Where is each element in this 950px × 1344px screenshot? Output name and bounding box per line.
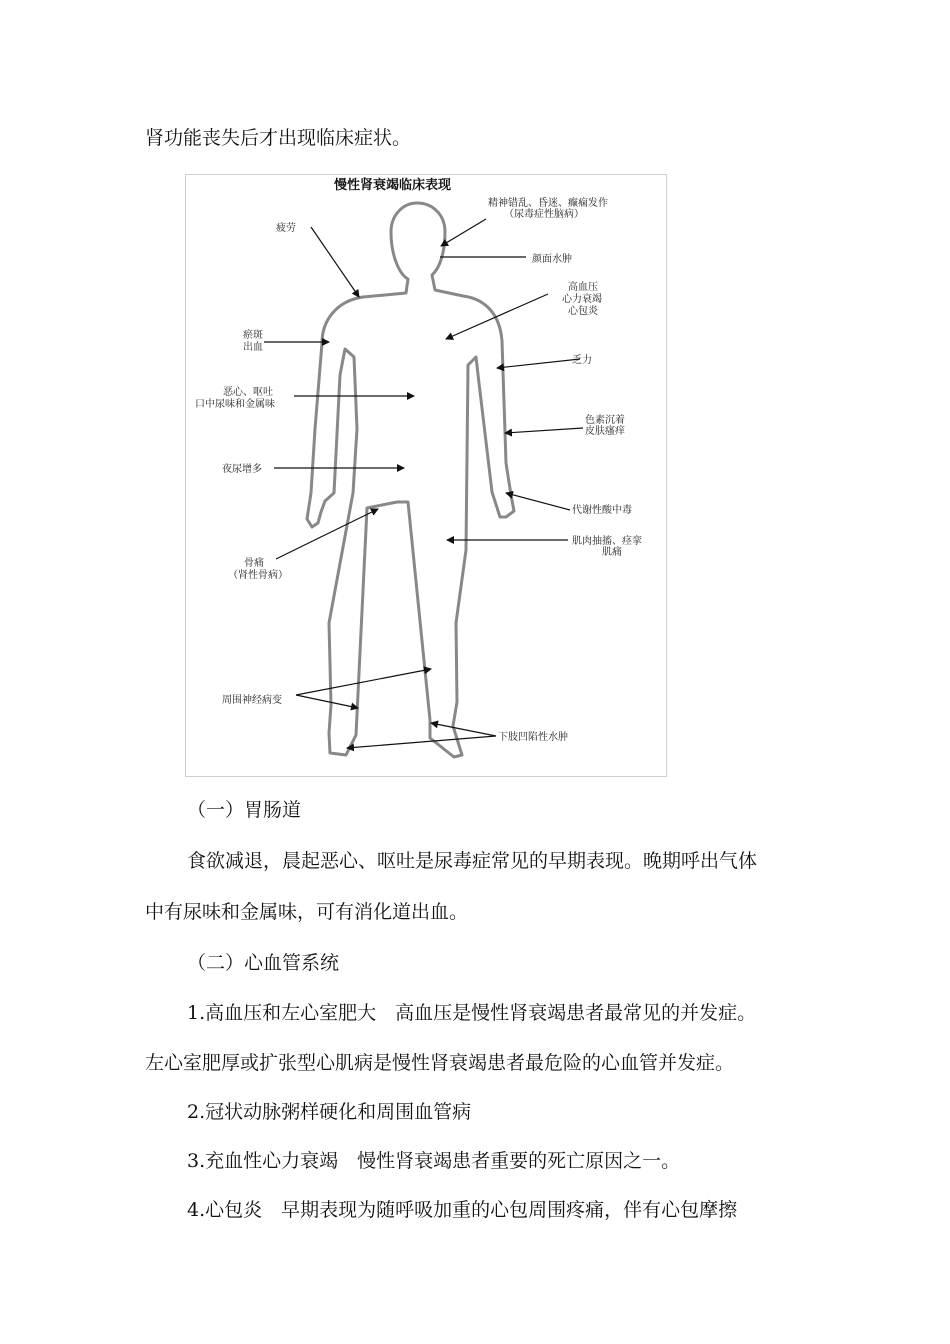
label-cardio-2: 心力衰竭: [562, 294, 602, 305]
label-bone-2: （肾性骨病）: [228, 570, 288, 581]
label-fatigue: 疲劳: [276, 223, 296, 234]
label-nocturia: 夜尿增多: [222, 464, 262, 475]
label-weakness: 乏力: [572, 355, 592, 366]
paragraph-line: 2.冠状动脉粥样硬化和周围血管病: [187, 1101, 472, 1123]
label-nervous-1: 精神错乱、昏迷、癫痫发作: [488, 198, 608, 209]
paragraph-line: 中有尿味和金属味，可有消化道出血。: [145, 901, 469, 923]
paragraph-line: 左心室肥厚或扩张型心肌病是慢性肾衰竭患者最危险的心血管并发症。: [145, 1052, 735, 1074]
label-gi-2: 口中尿味和金属味: [195, 399, 275, 410]
label-skin-1: 色素沉着: [585, 415, 625, 426]
label-bone-1: 骨痛: [244, 558, 264, 569]
paragraph-line: 4.心包炎 早期表现为随呼吸加重的心包周围疼痛，伴有心包摩擦: [187, 1199, 738, 1221]
label-bruise-1: 瘀斑: [243, 330, 263, 341]
label-neuropathy: 周围神经病变: [222, 695, 282, 706]
symptoms-figure: [185, 174, 667, 777]
label-cardio-3: 心包炎: [568, 306, 598, 317]
figure-title: 慢性肾衰竭临床表现: [334, 178, 452, 193]
paragraph-line: 1.高血压和左心室肥大 高血压是慢性肾衰竭患者最常见的并发症。: [187, 1002, 757, 1024]
label-acidosis: 代谢性酸中毒: [572, 505, 632, 516]
label-facial-edema: 颜面水肿: [532, 254, 572, 265]
label-muscle-2: 肌痛: [602, 547, 622, 558]
label-gi-1: 恶心、呕吐: [223, 387, 273, 398]
intro-line: 肾功能丧失后才出现临床症状。: [145, 127, 412, 149]
label-leg-edema: 下肢凹陷性水肿: [498, 732, 568, 743]
body-outline: [307, 203, 514, 757]
label-bruise-2: 出血: [243, 342, 263, 353]
section-heading-gi: （一）胃肠道: [187, 799, 302, 821]
section-heading-cardio: （二）心血管系统: [187, 952, 340, 974]
paragraph-line: 3.充血性心力衰竭 慢性肾衰竭患者重要的死亡原因之一。: [187, 1150, 681, 1172]
label-muscle-1: 肌肉抽搐、痉挛: [572, 536, 642, 547]
label-skin-2: 皮肤瘙痒: [585, 426, 625, 437]
body-diagram: [186, 175, 668, 778]
label-nervous-2: （尿毒症性脑病）: [504, 209, 584, 220]
paragraph-line: 食欲减退，晨起恶心、呕吐是尿毒症常见的早期表现。晚期呼出气体: [187, 850, 758, 872]
label-cardio-1: 高血压: [568, 282, 598, 293]
